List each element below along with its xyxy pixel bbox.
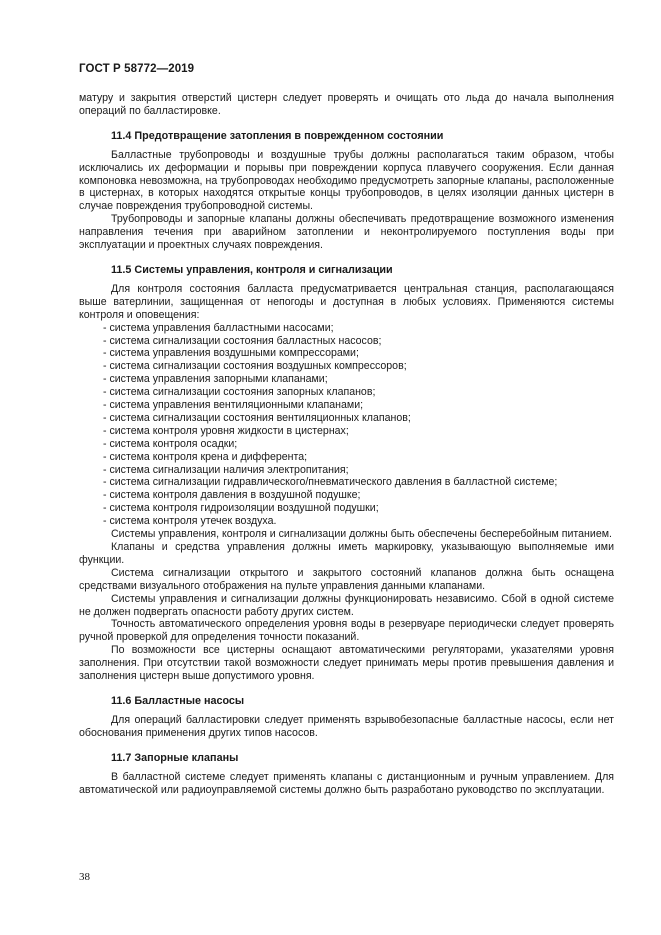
list-item: - система сигнализации наличия электропитания; [103, 463, 349, 476]
section-11-7-heading: 11.7 Запорные клапаны [111, 751, 239, 764]
list-item: - система контроля утечек воздуха. [103, 515, 277, 528]
section-11-5-heading: 11.5 Системы управления, контроля и сигнализации [111, 263, 393, 276]
section-11-4-paragraph-2: Трубопроводы и запорные клапаны должны обеспечивать предотвращение возможного изменения направления течения при аварийном затоплении и неконтролируемого поступления воды при эксплуатации и проектных случаях повреждения. [79, 213, 614, 252]
section-11-7-paragraph-1: В балластной системе следует применять клапаны с дистанционным и ручным управлением. Для автоматической или радиоуправляемой системы должно быть разработано руководство по эксплуатации. [79, 770, 614, 796]
list-item: - система сигнализации состояния запорных клапанов; [103, 386, 376, 399]
control-systems-list [79, 322, 614, 529]
section-11-5-paragraph-7: По возможности все цистерны оснащают автоматическими регуляторами, указателями уровня заполнения. При отсутствии такой возможности следует принимать меры против превышения давления и заполнения цистерн выше допустимого уровня. [79, 644, 614, 683]
intro-paragraph: матуру и закрытия отверстий цистерн следует проверять и очищать ото льда до начала выполнения операций по балластировке. [79, 92, 614, 117]
list-item: - система управления вентиляционными клапанами; [103, 399, 364, 412]
section-11-5-paragraph-3: Клапаны и средства управления должны иметь маркировку, указывающую выполняемые ими функции. [79, 541, 614, 566]
list-item: - система контроля осадки; [103, 437, 238, 450]
list-item: - система управления балластными насосами; [103, 321, 334, 334]
document-header: ГОСТ Р 58772—2019 [79, 63, 195, 75]
section-11-5-paragraph-5: Системы управления и сигнализации должны функционировать независимо. Сбой в одной системе не должен подвергать опасности работу других систем. [79, 592, 614, 618]
list-item: - система контроля давления в воздушной подушке; [103, 489, 361, 502]
list-item: - система контроля гидроизоляции воздушной подушки; [103, 502, 379, 515]
document-body [79, 92, 614, 796]
list-item: - система контроля уровня жидкости в цистернах; [103, 424, 349, 437]
page-number: 38 [79, 871, 90, 883]
list-item: - система контроля крена и дифферента; [103, 450, 308, 463]
section-11-4-heading: 11.4 Предотвращение затопления в поврежденном состоянии [111, 129, 444, 142]
section-11-4-paragraph-1: Балластные трубопроводы и воздушные трубы должны располагаться таким образом, чтобы исключались их деформации и порывы при повреждении корпуса плавучего сооружения. Если данная компоновка невозможна, на трубопроводах необходимо предусмотреть запорные клапаны, расположенные в цистернах, в которых находятся открытые концы трубопроводов, в целях изоляции данных цистерн в случае повреждения трубопроводной системы. [79, 148, 614, 213]
list-item: - система сигнализации состояния вентиляционных клапанов; [103, 411, 411, 424]
section-11-5-paragraph-4: Система сигнализации открытого и закрытого состояний клапанов должна быть оснащена средствами визуального отображения на пульте управления данными клапанами. [79, 566, 614, 592]
section-11-5-paragraph-6: Точность автоматического определения уровня воды в резервуаре периодически следует проверять ручной проверкой для определения точности показаний. [79, 618, 614, 644]
section-11-6-paragraph-1: Для операций балластировки следует применять взрывобезопасные балластные насосы, если нет обоснования применения других типов насосов. [79, 713, 614, 739]
list-item: - система управления запорными клапанами; [103, 373, 328, 386]
list-item: - система сигнализации состояния воздушных компрессоров; [103, 360, 407, 373]
list-item: - система сигнализации состояния балластных насосов; [103, 334, 382, 347]
section-11-6-heading: 11.6 Балластные насосы [111, 694, 245, 707]
section-11-5-paragraph-1: Для контроля состояния балласта предусматривается центральная станция, располагающаяся выше ватерлинии, защищенная от непогоды и доступная в любых условиях. Применяются системы контроля и оповещения: [79, 282, 614, 321]
list-item: - система управления воздушными компрессорами; [103, 347, 359, 360]
section-11-5-paragraph-2: Системы управления, контроля и сигнализации должны быть обеспечены бесперебойным питанием. [111, 528, 612, 541]
list-item: - система сигнализации гидравлического/пневматического давления в балластной системе; [103, 476, 558, 489]
